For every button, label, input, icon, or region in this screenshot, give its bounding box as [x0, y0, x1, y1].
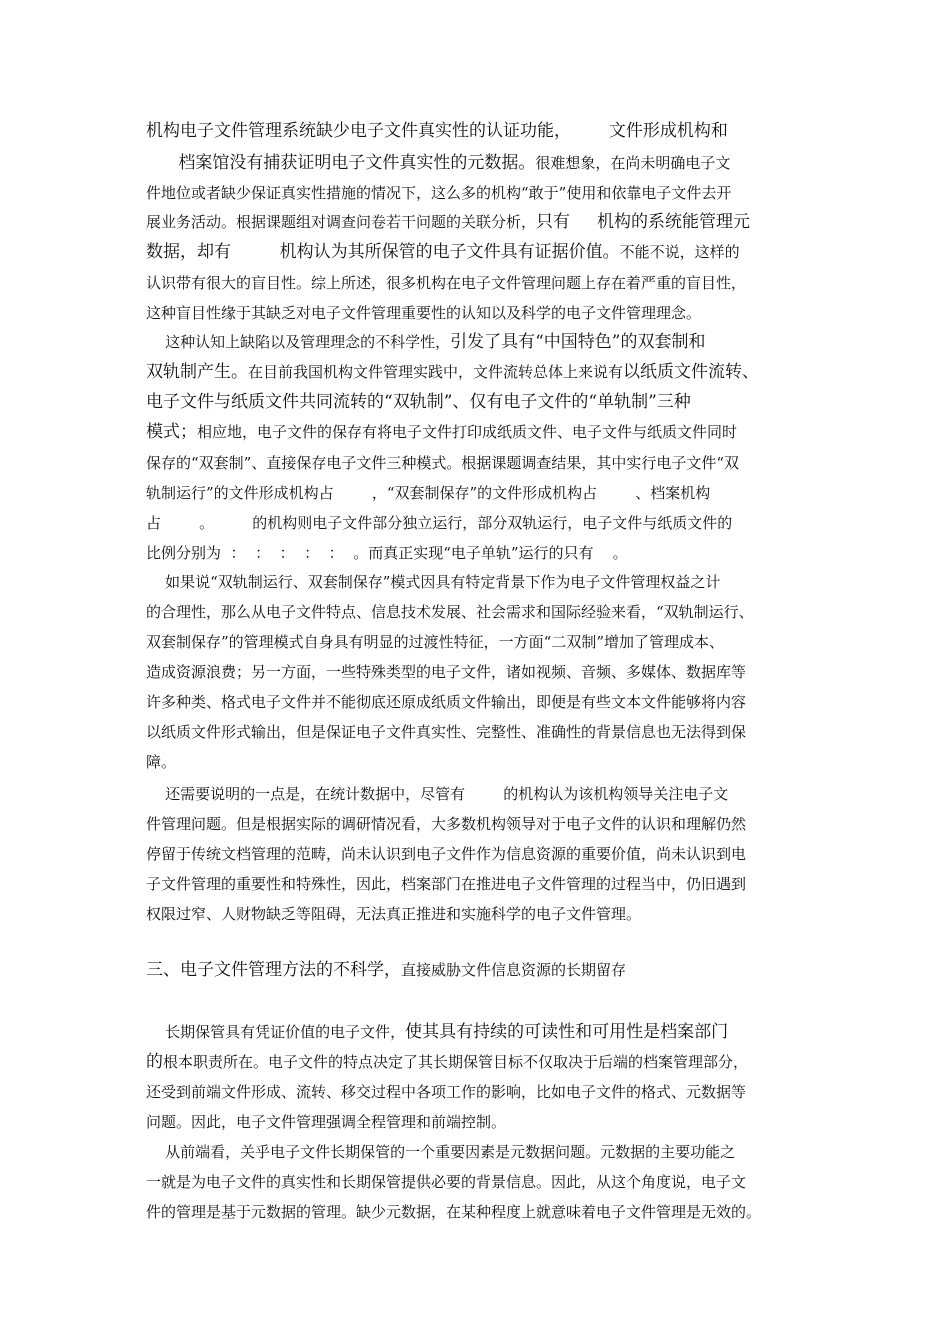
text-line: 件管理问题。但是根据实际的调研情况看，大多数机构领导对于电子文件的认识和理解仍然: [146, 815, 747, 833]
text-line: 的根本职责所在。电子文件的特点决定了其长期保管目标不仅取决于后端的档案管理部分，: [146, 1052, 749, 1072]
text-line: 以纸质文件形式输出，但是保证电子文件真实性、完整性、准确性的背景信息也无法得到保: [146, 723, 747, 741]
text-line: 轨制运行”的文件形成机构占 ，“双套制保存”的文件形成机构占 、档案机构: [146, 484, 711, 502]
text-line: 这种盲目性缘于其缺乏对电子文件管理重要性的认知以及科学的电子文件管理理念。: [146, 304, 702, 322]
text-line: 问题。因此，电子文件管理强调全程管理和前端控制。: [146, 1113, 507, 1131]
text-line: 的合理性，那么从电子文件特点、信息技术发展、社会需求和国际经验来看，“双轨制运行、: [146, 603, 754, 621]
text-line: 双轨制产生。在目前我国机构文件管理实践中，文件流转总体上来说有以纸质文件流转、: [146, 362, 760, 382]
text-line: 展业务活动。根据课题组对调查问卷若干问题的关联分析，只有 机构的系统能管理元: [146, 212, 751, 232]
text-line: 一就是为电子文件的真实性和长期保管提供必要的背景信息。因此，从这个角度说，电子文: [146, 1173, 747, 1191]
text-line: 长期保管具有凭证价值的电子文件，使其具有持续的可读性和可用性是档案部门: [146, 1022, 729, 1042]
text-line: 件地位或者缺少保证真实性措施的情况下，这么多的机构“敢于”使用和依靠电子文件去开: [146, 184, 732, 202]
text-line: 电子文件与纸质文件共同流转的“双轨制”、仅有电子文件的“单轨制”三种: [146, 392, 691, 412]
text-line: 还需要说明的一点是，在统计数据中，尽管有 的机构认为该机构领导关注电子文: [146, 785, 729, 803]
text-line: 权限过窄、人财物缺乏等阻碍，无法真正推进和实施科学的电子文件管理。: [146, 905, 642, 923]
section-heading: 三、电子文件管理方法的不科学，直接威胁文件信息资源的长期留存: [146, 960, 627, 980]
text-line: 认识带有很大的盲目性。综上所述，很多机构在电子文件管理问题上存在着严重的盲目性，: [146, 274, 747, 292]
text-line: 障。: [146, 753, 177, 771]
text-line: 保存的“双套制”、直接保存电子文件三种模式。根据课题调查结果，其中实行电子文件“双: [146, 454, 740, 472]
text-line: 双套制保存”的管理模式自身具有明显的过渡性特征，一方面“二双制”增加了管理成本、: [146, 633, 725, 651]
text-line: 比例分别为 ： ： ： ： ： 。而真正实现“电子单轨”运行的只有 。: [146, 544, 628, 562]
text-line: 子文件管理的重要性和特殊性，因此，档案部门在推进电子文件管理的过程当中，仍旧遇到: [146, 875, 747, 893]
text-line: 这种认知上缺陷以及管理理念的不科学性，引发了具有“中国特色”的双套制和: [146, 332, 706, 352]
text-line: 模式；相应地，电子文件的保存有将电子文件打印成纸质文件、电子文件与纸质文件同时: [146, 422, 738, 442]
text-line: 从前端看，关乎电子文件长期保管的一个重要因素是元数据问题。元数据的主要功能之: [146, 1143, 736, 1161]
text-line: 档案馆没有捕获证明电子文件真实性的元数据。很难想象，在尚未明确电子文: [146, 153, 731, 173]
text-line: 造成资源浪费；另一方面，一些特殊类型的电子文件，诸如视频、音频、多媒体、数据库等: [146, 663, 747, 681]
text-line: 还受到前端文件形成、流转、移交过程中各项工作的影响，比如电子文件的格式、元数据等: [146, 1083, 747, 1101]
text-line: 机构电子文件管理系统缺少电子文件真实性的认证功能， 文件形成机构和: [146, 121, 728, 141]
text-line: 许多种类、格式电子文件并不能彻底还原成纸质文件输出，即便是有些文本文件能够将内容: [146, 693, 747, 711]
text-line: 数据，却有 机构认为其所保管的电子文件具有证据价值。不能不说，这样的: [146, 242, 740, 262]
text-line: 停留于传统文档管理的范畴，尚未认识到电子文件作为信息资源的重要价值，尚未认识到电: [146, 845, 747, 863]
text-line: 如果说“双轨制运行、双套制保存”模式因具有特定背景下作为电子文件管理权益之计: [146, 573, 721, 591]
text-line: 占 。 的机构则电子文件部分独立运行，部分双轨运行，电子文件与纸质文件的: [146, 514, 733, 532]
text-line: 件的管理是基于元数据的管理。缺少元数据，在某种程度上就意味着电子文件管理是无效的。: [146, 1203, 762, 1221]
